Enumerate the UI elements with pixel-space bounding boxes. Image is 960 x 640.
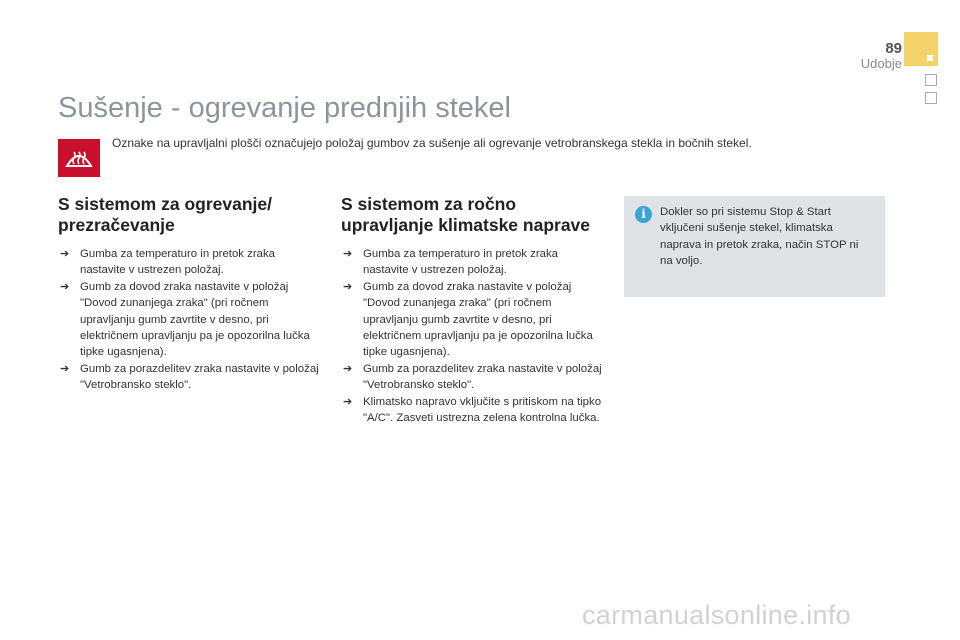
arrow-bullet-icon: ➔ — [60, 362, 70, 375]
list-item — [341, 394, 603, 427]
middle-column — [341, 194, 603, 426]
list-item-text: Gumba za temperaturo in pretok zraka nastavite v ustrezen položaj. — [363, 248, 558, 277]
arrow-bullet-icon: ➔ — [343, 248, 353, 260]
page-title: Sušenje - ogrevanje prednjih stekel — [58, 92, 511, 124]
left-list — [58, 246, 320, 394]
list-item-text: Gumb za dovod zraka nastavite v položaj "Dovod zunanjega zraka" (pri ročnem upravljanju gumb zavrtite v desno, pri električnem upravljanju pa je opozorilna lučka tipke ugasnjena). — [80, 280, 310, 359]
arrow-bullet-icon: ➔ — [343, 280, 353, 293]
list-item-text: Gumb za dovod zraka nastavite v položaj "Dovod zunanjega zraka" (pri ročnem upravljanju gumb zavrtite v desno, pri električnem upravljanju pa je opozorilna lučka tipke ugasnjena). — [363, 280, 593, 359]
tab-dot — [927, 55, 933, 61]
page-number: 89 — [885, 40, 902, 57]
list-item — [341, 361, 603, 394]
info-text: Dokler so pri sistemu Stop & Start vključeni sušenje stekel, klimatska naprava in pretok zraka, način STOP ni na voljo. — [660, 206, 859, 268]
section-tab-next-2[interactable] — [925, 92, 937, 104]
info-icon: i — [635, 206, 652, 223]
list-item — [58, 246, 320, 279]
section-label: Udobje — [860, 56, 902, 71]
watermark: carmanualsonline.info — [582, 600, 851, 630]
middle-heading: S sistemom za ročno upravljanje klimatske naprave — [341, 194, 591, 235]
list-item-text: Klimatsko napravo vključite s pritiskom na tipko "A/C". Zasveti ustrezna zelena kontrolna lučka. — [363, 395, 602, 425]
list-item — [341, 279, 603, 361]
windshield-defrost-icon — [58, 139, 100, 177]
info-box — [624, 196, 885, 297]
arrow-bullet-icon: ➔ — [60, 248, 70, 260]
intro-text: Oznake na upravljalni plošči označujejo položaj gumbov za sušenje ali ogrevanje vetrobranskega stekla in bočnih stekel. — [112, 136, 752, 150]
left-heading: S sistemom za ogrevanje/ prezračevanje — [58, 194, 272, 235]
list-item — [341, 246, 603, 279]
list-item-text: Gumba za temperaturo in pretok zraka nastavite v ustrezen položaj. — [80, 248, 275, 277]
arrow-bullet-icon: ➔ — [343, 395, 353, 408]
left-column — [58, 194, 320, 394]
section-tab-next[interactable] — [925, 74, 937, 86]
list-item — [58, 361, 320, 394]
list-item-text: Gumb za porazdelitev zraka nastavite v položaj "Vetrobransko steklo". — [80, 362, 319, 392]
list-item-text: Gumb za porazdelitev zraka nastavite v položaj "Vetrobransko steklo". — [363, 362, 602, 392]
middle-list — [341, 246, 603, 426]
section-tab-active[interactable] — [904, 32, 938, 66]
arrow-bullet-icon: ➔ — [343, 362, 353, 375]
arrow-bullet-icon: ➔ — [60, 280, 70, 293]
windshield-defrost-icon-graphic — [64, 143, 94, 173]
list-item — [58, 279, 320, 361]
